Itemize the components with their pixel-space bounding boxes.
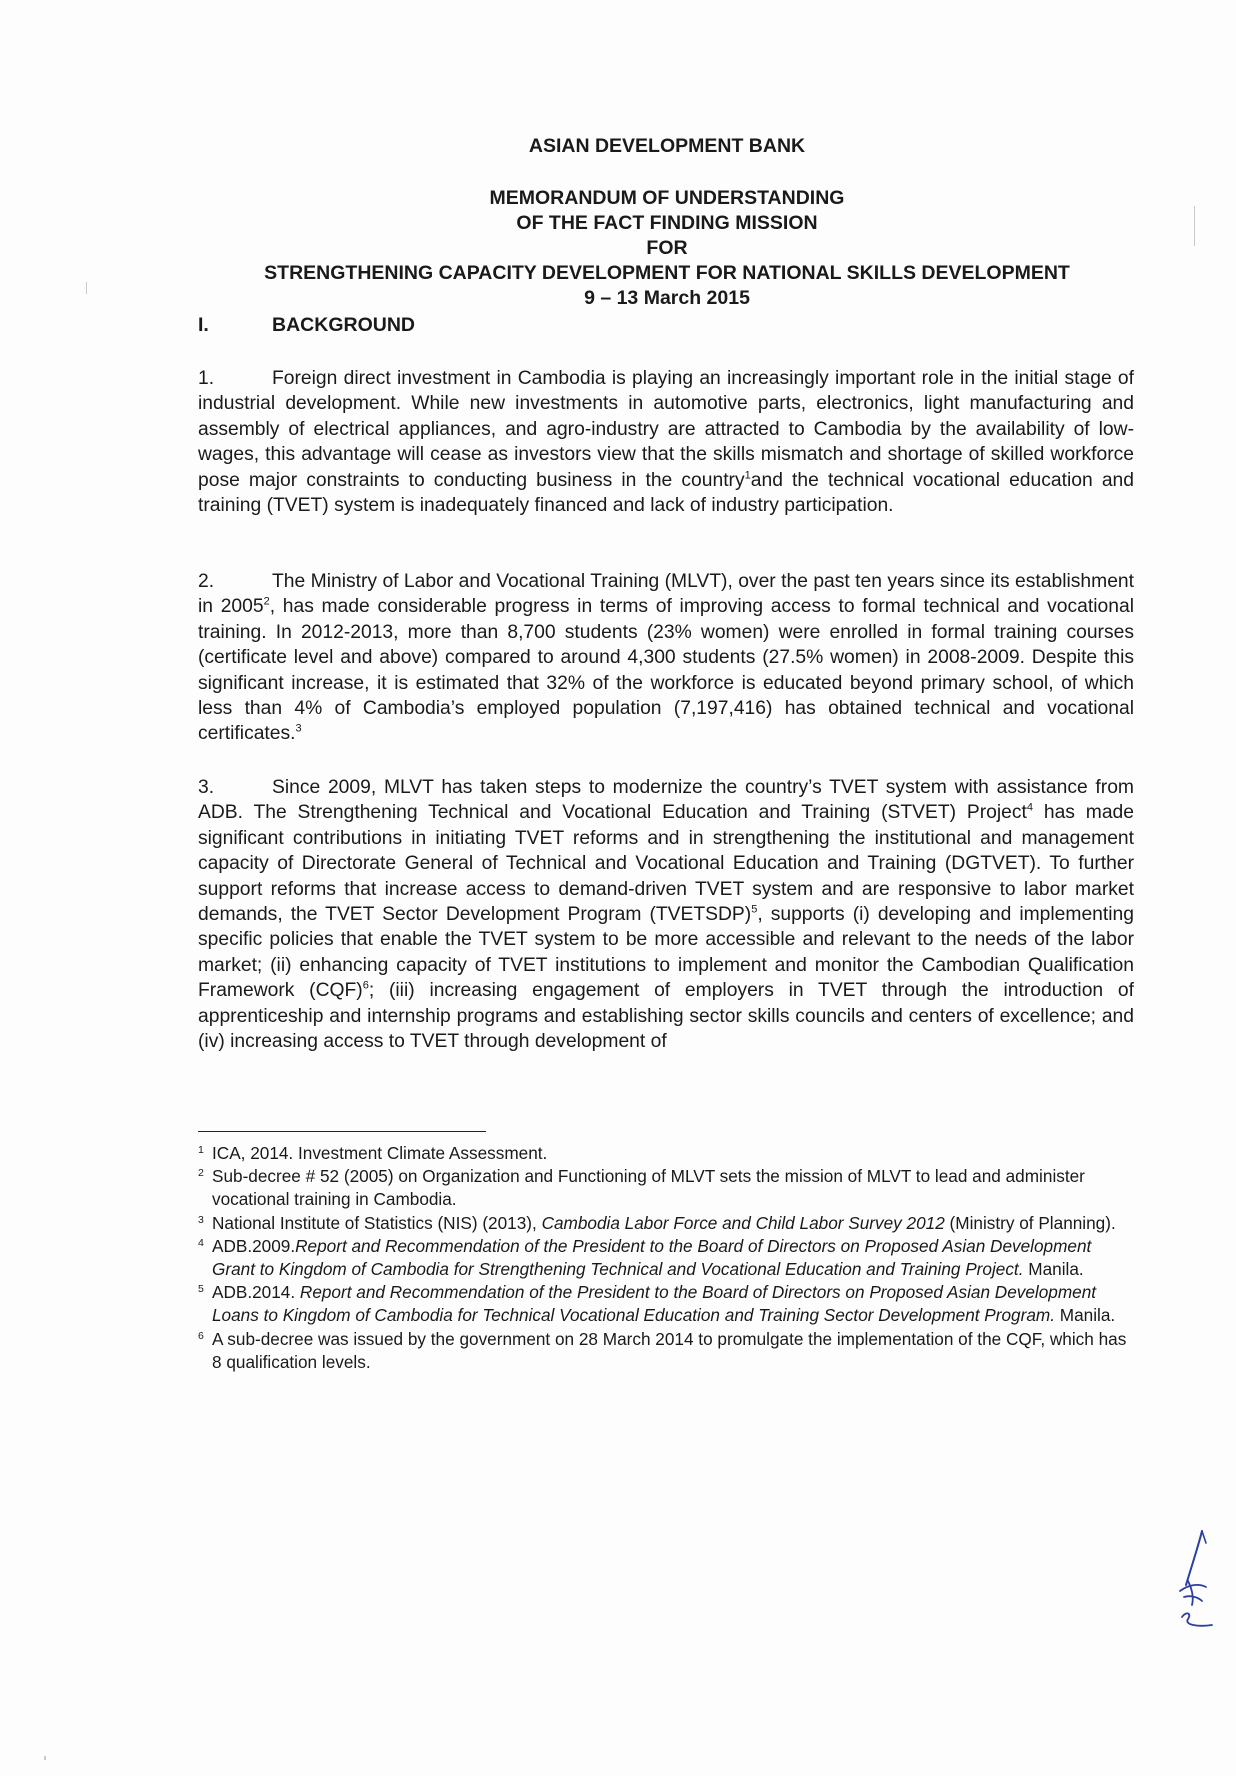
title-line: MEMORANDUM OF UNDERSTANDING [489, 187, 845, 209]
paragraph-number: 2. [198, 571, 215, 592]
footnote: 6 A sub-decree was issued by the government on 28 March 2014 to promulgate the implementation of the CQF, which has 8 qualification levels. [198, 1328, 1127, 1372]
paragraph-text: ; (iii) increasing engagement of employers in TVET through the introduction of apprenticeship and internship programs and establishing sector skills councils and centers of excellence; and (iv) increasing access to TVET through development of [198, 980, 1134, 1053]
scan-artifact [1194, 206, 1195, 246]
footnote-text: ICA, 2014. Investment Climate Assessment. [212, 1143, 548, 1163]
footnote-text: National Institute of Statistics (NIS) (2013), [212, 1212, 542, 1233]
scan-artifact [44, 1756, 46, 1760]
title-line: FOR [646, 237, 688, 259]
footnote-text: A sub-decree was issued by the government on 28 March 2014 to promulgate the implementation of the CQF, which has 8 qualification levels. [212, 1328, 1127, 1372]
paragraph-text: The Ministry of Labor and Vocational Training (MLVT), over the past ten years since its establishment in 2005 [198, 571, 1134, 618]
paragraph-number: 3. [198, 777, 215, 798]
paragraph-number: 1. [198, 368, 215, 389]
footnote-text: Sub-decree # 52 (2005) on Organization and Functioning of MLVT sets the mission of MLVT to lead and administer vocational training in Cambodia. [212, 1166, 1085, 1210]
footnote-citation-title: Cambodia Labor Force and Child Labor Survey 2012 [541, 1212, 945, 1233]
scan-artifact [86, 282, 87, 294]
title-line: STRENGTHENING CAPACITY DEVELOPMENT FOR NATIONAL SKILLS DEVELOPMENT [264, 262, 1070, 284]
paragraph-text: and the technical vocational education and training (TVET) system is inadequately financed and lack of industry participation. [198, 469, 1134, 517]
footnote-ref: 6 [362, 979, 369, 992]
footnotes [198, 1142, 1138, 1374]
footnote: 4 ADB.2009.Report and Recommendation of the President to the Board of Directors on Proposed Asian Development Grant to Kingdom of Cambodia for Strengthening Technical and Vocational Education and Training Project. Manila. [198, 1235, 1092, 1280]
section-title: BACKGROUND [272, 314, 415, 336]
section-number: I. [198, 314, 209, 336]
footnote-ref: 5 [751, 903, 758, 916]
paragraph-text: , supports (i) developing and implementing specific policies that enable the TVET system to be more accessible and relevant to the needs of the labor market; (ii) enhancing capacity of TVET institutions to implement and monitor the Cambodian Qualification Framework (CQF) [198, 904, 1134, 1002]
handwritten-initials-icon [1172, 1525, 1222, 1635]
paragraph-text: Since 2009, MLVT has taken steps to modernize the country’s TVET system with assistance from ADB. The Strengthening Technical and Vocational Education and Training (STVET) Project [198, 777, 1134, 824]
paragraph-text: has made significant contributions in initiating TVET reforms and in strengthening the institutional and management capacity of Directorate General of Technical and Vocational Education and Training (DGTVET). To further support reforms that increase access to demand-driven TVET system and are responsive to labor market demands, the TVET Sector Development Program (TVETSDP) [198, 802, 1134, 926]
paragraph-2 [198, 569, 1134, 747]
footnote-citation-title: Report and Recommendation of the President to the Board of Directors on Proposed Asian Development Loans to Kingdom of Cambodia for Technical Vocational Education and Training Sector Development Program. [212, 1282, 1097, 1326]
paragraph-3 [198, 775, 1134, 1054]
footnote-divider [198, 1131, 486, 1132]
footnote: 3 National Institute of Statistics (NIS) (2013), Cambodia Labor Force and Child Labor Survey 2012 (Ministry of Planning). [198, 1212, 1116, 1233]
footnote: 5 ADB.2014. Report and Recommendation of the President to the Board of Directors on Proposed Asian Development Loans to Kingdom of Cambodia for Technical Vocational Education and Training Sector Development Program. Manila. [198, 1282, 1116, 1326]
footnote-text: Manila. [1054, 1305, 1116, 1326]
footnote-ref: 3 [295, 723, 302, 736]
paragraph-1 [198, 366, 1134, 518]
organization-heading: ASIAN DEVELOPMENT BANK [528, 135, 806, 157]
footnote-text: Manila. [1023, 1259, 1084, 1280]
paragraph-text: , has made considerable progress in terms of improving access to formal technical and vocational training. In 2012-2013, more than 8,700 students (23% women) were enrolled in formal training courses (certificate level and above) compared to around 4,300 students (27.5% women) in 2008-2009. Despite this significant increase, it is estimated that 32% of the workforce is educated beyond primary school, of which less than 4% of Cambodia’s employed population (7,197,416) has obtained technical and vocational certificates. [198, 596, 1134, 745]
footnote: 1 ICA, 2014. Investment Climate Assessment. [198, 1143, 548, 1163]
footnote-text: ADB.2014. [212, 1282, 300, 1303]
section-heading [198, 313, 415, 338]
footnote-text: (Ministry of Planning). [944, 1212, 1116, 1233]
memorandum-title [198, 186, 1136, 311]
footnote-text: ADB.2009. [212, 1235, 296, 1256]
footnote-ref: 2 [263, 595, 270, 608]
paragraph-text: Foreign direct investment in Cambodia is playing an increasingly important role in the initial stage of industrial development. While new investments in automotive parts, electronics, light manufacturing and assembly of electrical appliances, and agro-industry are attracted to Cambodia by the availability of low-wages, this advantage will cease as investors view that the skills mismatch and shortage of skilled workforce pose major constraints to conducting business in the country [198, 368, 1134, 491]
title-line: OF THE FACT FINDING MISSION [516, 212, 818, 234]
mission-dates: 9 – 13 March 2015 [584, 287, 750, 309]
footnote-ref: 4 [1026, 801, 1034, 814]
footnote: 2 Sub-decree # 52 (2005) on Organization and Functioning of MLVT sets the mission of MLVT to lead and administer vocational training in Cambodia. [198, 1166, 1085, 1210]
footnote-citation-title: Report and Recommendation of the President to the Board of Directors on Proposed Asian Development Grant to Kingdom of Cambodia for Strengthening Technical and Vocational Education and Training Project. [212, 1235, 1092, 1280]
footnote-ref: 1 [744, 469, 751, 482]
